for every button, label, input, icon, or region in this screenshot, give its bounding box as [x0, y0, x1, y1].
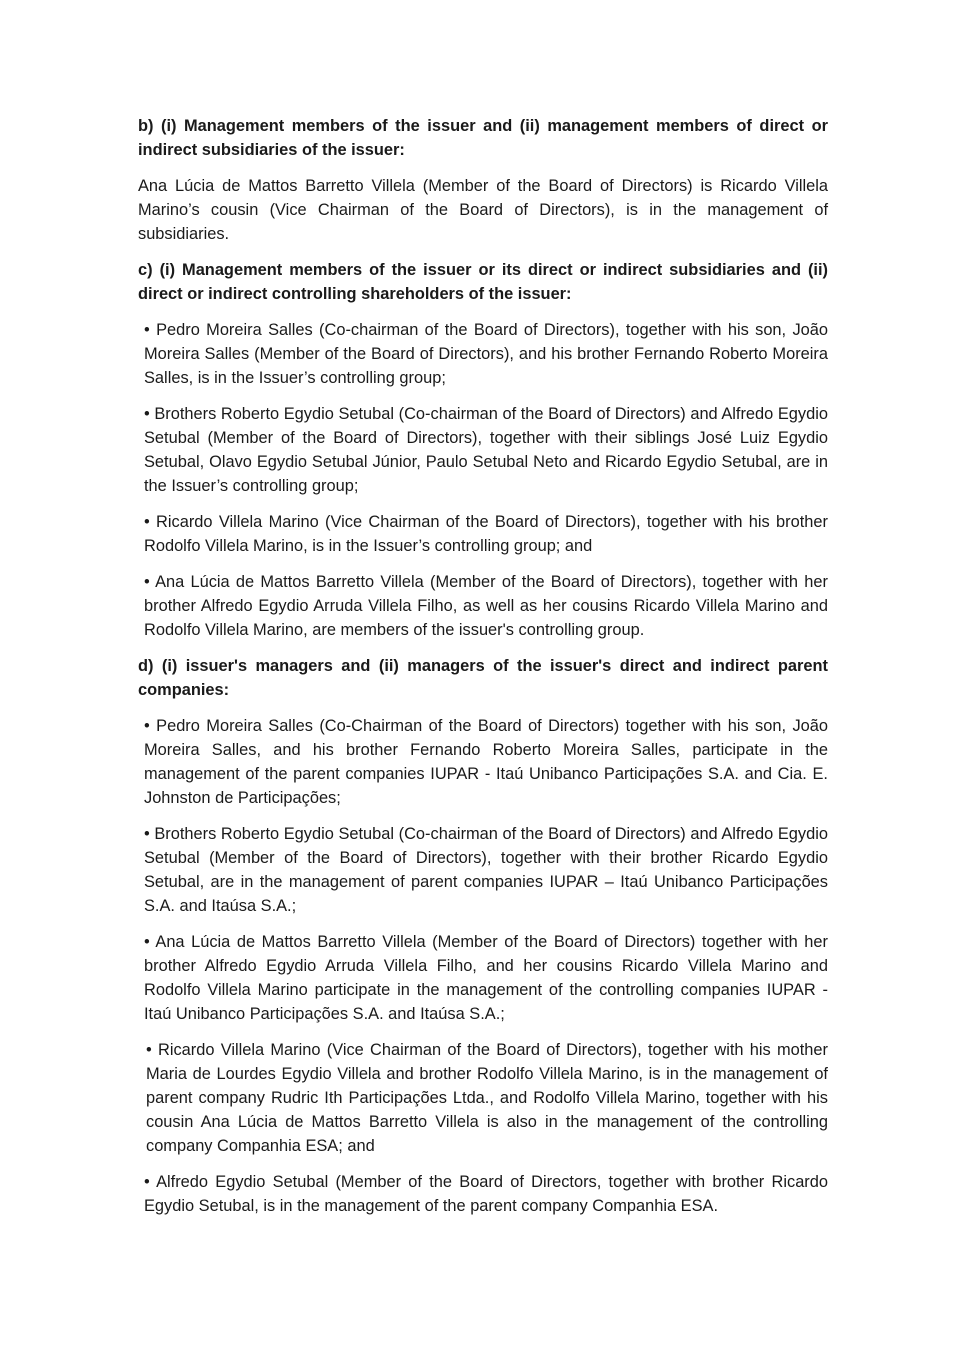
section-c-bullet: • Pedro Moreira Salles (Co-chairman of the Board of Directors), together with his son, João Moreira Salles (Member of the Board of Directors), and his brother Fernando Roberto Moreira Salles, is in the Issuer’s controlling group;	[144, 321, 828, 387]
section-c-bullet: • Brothers Roberto Egydio Setubal (Co-chairman of the Board of Directors) and Alfredo Egydio Setubal (Member of the Board of Directors), together with their siblings José Luiz Egydio Setubal, Olavo Egydio Setubal Júnior, Paulo Setubal Neto and Ricardo Egydio Setubal, are in the Issuer’s controlling group;	[144, 405, 828, 495]
section-b-heading: b) (i) Management members of the issuer and (ii) management members of direct or indirect subsidiaries of the issuer:	[138, 117, 828, 159]
section-d-bullet: • Ana Lúcia de Mattos Barretto Villela (Member of the Board of Directors) together with her brother Alfredo Egydio Arruda Villela Filho, and her cousins Ricardo Villela Marino and Rodolfo Villela Marino participate in the management of the controlling companies IUPAR - Itaú Unibanco Participações S.A. and Itaúsa S.A.;	[144, 933, 828, 1023]
section-d-bullet: • Ricardo Villela Marino (Vice Chairman of the Board of Directors), together with his mother Maria de Lourdes Egydio Villela and brother Rodolfo Villela Marino, is in the management of parent company Rudric Ith Participações Ltda., and Rodolfo Villela Marino, together with his cousin Ana Lúcia de Mattos Barretto Villela is also in the management of the controlling company Companhia ESA; and	[146, 1041, 828, 1155]
section-d-heading: d) (i) issuer's managers and (ii) managers of the issuer's direct and indirect parent companies:	[138, 657, 828, 699]
section-c-bullet: • Ricardo Villela Marino (Vice Chairman of the Board of Directors), together with his brother Rodolfo Villela Marino, is in the Issuer’s controlling group; and	[144, 513, 828, 555]
document-page	[138, 114, 828, 1230]
section-d-bullet: • Alfredo Egydio Setubal (Member of the Board of Directors, together with brother Ricardo Egydio Setubal, is in the management of the parent company Companhia ESA.	[144, 1173, 828, 1215]
section-b-paragraph: Ana Lúcia de Mattos Barretto Villela (Member of the Board of Directors) is Ricardo Villela Marino’s cousin (Vice Chairman of the Board of Directors), is in the management of subsidiaries.	[138, 177, 828, 243]
section-d-bullet: • Pedro Moreira Salles (Co-Chairman of the Board of Directors) together with his son, João Moreira Salles, and his brother Fernando Roberto Moreira Salles, participate in the management of the parent companies IUPAR - Itaú Unibanco Participações S.A. and Cia. E. Johnston de Participações;	[144, 717, 828, 807]
section-c-heading: c) (i) Management members of the issuer or its direct or indirect subsidiaries and (ii) direct or indirect controlling shareholders of the issuer:	[138, 261, 828, 303]
section-c-bullet: • Ana Lúcia de Mattos Barretto Villela (Member of the Board of Directors), together with her brother Alfredo Egydio Arruda Villela Filho, as well as her cousins Ricardo Villela Marino and Rodolfo Villela Marino, are members of the issuer's controlling group.	[144, 573, 828, 639]
section-d-bullet: • Brothers Roberto Egydio Setubal (Co-chairman of the Board of Directors) and Alfredo Egydio Setubal (Member of the Board of Directors), together with their brother Ricardo Egydio Setubal, are in the management of parent companies IUPAR – Itaú Unibanco Participações S.A. and Itaúsa S.A.;	[144, 825, 828, 915]
